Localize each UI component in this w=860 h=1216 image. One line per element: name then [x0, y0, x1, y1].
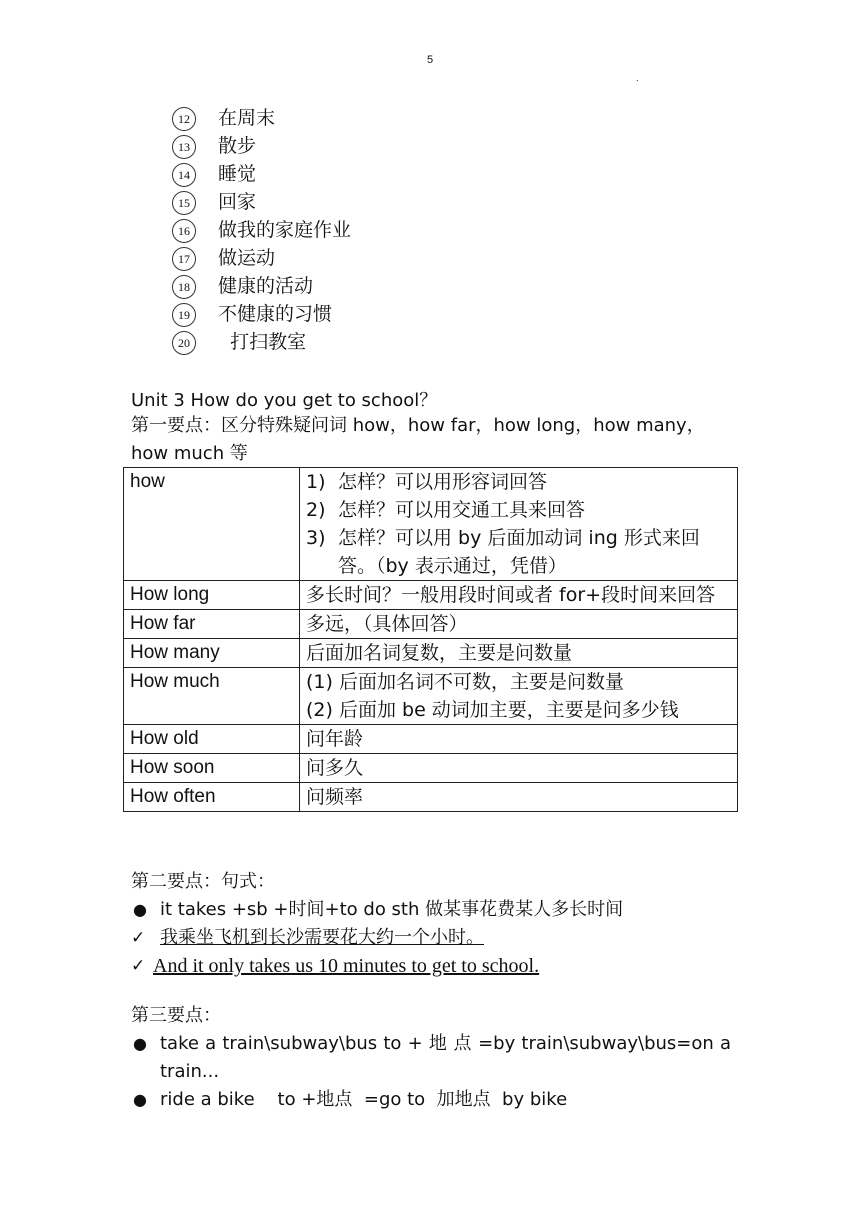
list-item-text: 健康的活动 — [218, 275, 314, 297]
table-term: How much — [124, 668, 300, 725]
list-item — [172, 160, 351, 188]
checkmark-icon: ✓ — [131, 928, 146, 948]
point-three-lines — [131, 1030, 731, 1114]
point-two-heading: 第二要点：句式： — [131, 871, 275, 892]
list-item — [306, 524, 731, 580]
meaning-list — [306, 468, 731, 580]
table-row — [124, 639, 738, 668]
list-item — [172, 328, 351, 356]
table-term: How often — [124, 783, 300, 812]
circled-number: 12 — [172, 107, 196, 131]
table-row — [124, 468, 738, 581]
meaning-line — [306, 696, 731, 724]
list-item-text: 做我的家庭作业 — [218, 219, 352, 241]
table-row — [124, 783, 738, 812]
item-number: 3) — [306, 527, 326, 549]
item-number: (2) — [306, 699, 333, 721]
table-meaning: 多长时间？一般用段时间或者 for+段时间来回答 — [300, 581, 738, 610]
table-term: How far — [124, 610, 300, 639]
unit-title: Unit 3 How do you get to school？ — [131, 390, 438, 411]
corner-mark: . — [636, 74, 639, 83]
table-term: How soon — [124, 754, 300, 783]
meaning-line — [306, 668, 731, 696]
circled-number: 19 — [172, 303, 196, 327]
check-text — [131, 952, 741, 980]
circled-number: 15 — [172, 191, 196, 215]
circled-number: 20 — [172, 331, 196, 355]
list-item — [172, 188, 351, 216]
point-one-heading: 第一要点：区分特殊疑问词 how，how far，how long，how many，how much 等 — [131, 415, 705, 464]
item-text: 怎样？可以用形容词回答 — [338, 471, 548, 493]
bullet-text: ride a bike to +地点 =go to 加地点 by bike — [160, 1089, 568, 1110]
list-item — [172, 104, 351, 132]
table-meaning: 后面加名词复数，主要是问数量 — [300, 639, 738, 668]
list-item-text: 回家 — [218, 191, 257, 213]
table-row — [124, 754, 738, 783]
checkmark-icon: ✓ — [131, 956, 146, 976]
circled-number: 18 — [172, 275, 196, 299]
table-row — [124, 610, 738, 639]
list-item — [172, 132, 351, 160]
item-number: 1) — [306, 471, 326, 493]
table-meaning: 问频率 — [300, 783, 738, 812]
list-item-text: 不健康的习惯 — [218, 303, 333, 325]
list-item-text: 睡觉 — [218, 163, 257, 185]
point-two-lines — [131, 896, 741, 980]
item-text: 后面加名词不可数，主要是问数量 — [338, 671, 624, 693]
check-text — [131, 924, 741, 952]
table-term: How old — [124, 725, 300, 754]
list-item — [306, 496, 731, 524]
list-item — [172, 244, 351, 272]
list-item-text: 打扫教室 — [218, 331, 307, 353]
table-row — [124, 668, 738, 725]
table-row — [124, 725, 738, 754]
table-row — [124, 581, 738, 610]
circled-number: 14 — [172, 163, 196, 187]
bullet-text: it takes +sb +时间+to do sth 做某事花费某人多长时间 — [160, 899, 624, 920]
item-text: 后面加 be 动词加主要，主要是问多少钱 — [338, 699, 679, 721]
bullet-text: take a train\subway\bus to + 地 点 =by train\subway\bus=on a train... — [160, 1033, 731, 1082]
table-meaning: 问多久 — [300, 754, 738, 783]
check-line — [131, 924, 741, 952]
item-text: 怎样？可以用 by 后面加动词 ing 形式来回答。（by 表示通过，凭借） — [338, 527, 700, 577]
circled-number: 17 — [172, 247, 196, 271]
example-english: And it only takes us 10 minutes to get to school. — [153, 955, 540, 977]
list-item — [306, 468, 731, 496]
list-item-text: 在周末 — [218, 107, 276, 129]
bullet-icon: ● — [133, 1090, 147, 1109]
bullet-icon: ● — [133, 900, 147, 919]
list-item — [172, 272, 351, 300]
item-text: 怎样？可以用交通工具来回答 — [338, 499, 586, 521]
table-meaning: 问年龄 — [300, 725, 738, 754]
table-term: how — [124, 468, 300, 581]
check-line — [131, 952, 741, 980]
item-number: (1) — [306, 671, 333, 693]
point-three-heading: 第三要点： — [131, 1005, 221, 1026]
table-meaning — [300, 668, 738, 725]
item-number: 2) — [306, 499, 326, 521]
table-term: How many — [124, 639, 300, 668]
bullet-line — [131, 1086, 731, 1114]
page-number: 5 — [426, 54, 434, 66]
list-item-text: 散步 — [218, 135, 257, 157]
list-item-text: 做运动 — [218, 247, 276, 269]
circled-number: 13 — [172, 135, 196, 159]
bullet-icon: ● — [133, 1034, 147, 1053]
table-term: How long — [124, 581, 300, 610]
table-meaning — [300, 468, 738, 581]
example-chinese: 我乘坐飞机到长沙需要花大约一个小时。 — [160, 927, 484, 948]
list-item — [172, 216, 351, 244]
numbered-phrase-list — [172, 104, 351, 356]
question-word-table — [123, 467, 738, 812]
bullet-line — [131, 896, 741, 924]
bullet-line — [131, 1030, 731, 1086]
circled-number: 16 — [172, 219, 196, 243]
table-meaning: 多远，（具体回答） — [300, 610, 738, 639]
list-item — [172, 300, 351, 328]
